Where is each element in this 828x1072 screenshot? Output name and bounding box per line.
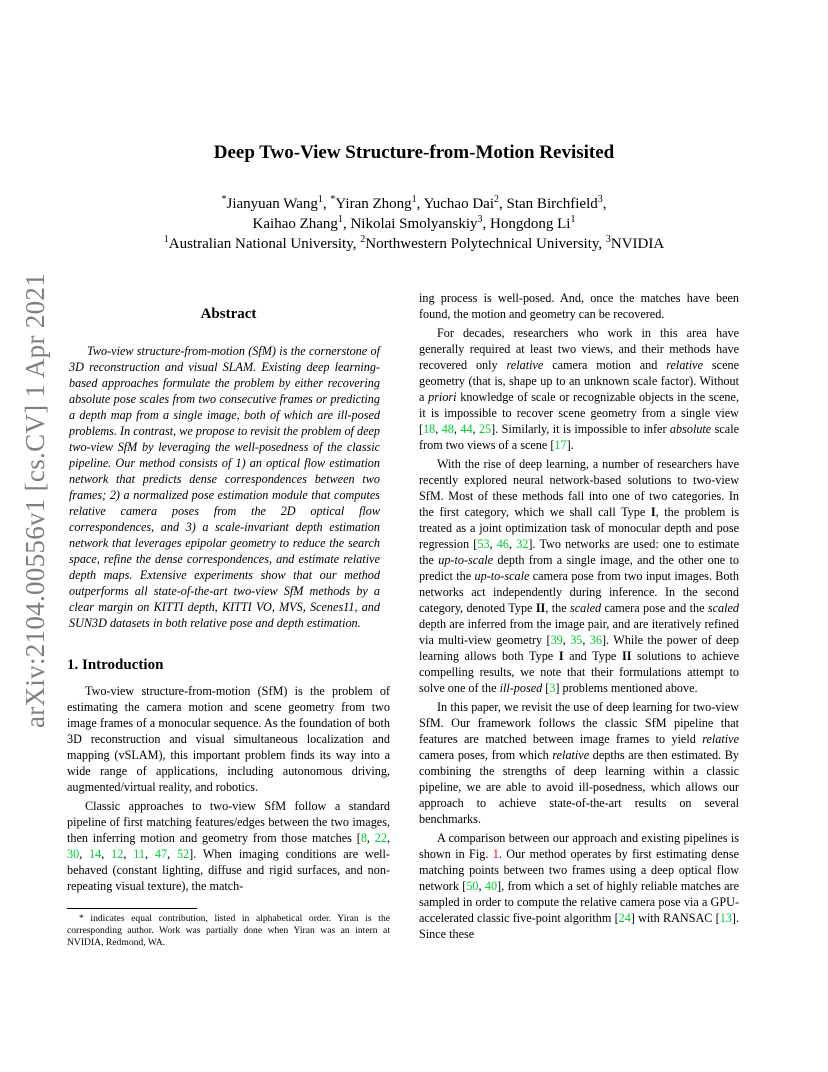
citation-link[interactable]: 47 — [154, 847, 168, 861]
text-run: Classic approaches to two-view SfM follow a standard pipeline of first matching features/edges between the two images, then inferring motion and geometry from those matches [ — [67, 799, 390, 845]
equal-contrib-mark: * — [330, 194, 336, 205]
emphasis: scaled — [707, 601, 739, 615]
affiliation-line: $^1$Australian National University, $^2$Northwestern Polytechnical University, $^3$NVIDIA — [163, 234, 665, 252]
text-run: camera motion and — [543, 358, 667, 372]
figure-ref-link[interactable]: 1 — [492, 847, 499, 861]
text-run: In this paper, we revisit the use of deep learning for two-view SfM. Our framework follows the classic SfM pipeline that features are matched between image frames to yield — [419, 700, 739, 746]
text-run: ]. Similarly, it is impossible to infer — [491, 422, 670, 436]
text-run: ], from which a set of highly reliable matches are sampled in order to compute the relative camera pose via a GPU-accelerated classic five-point algorithm [ — [419, 879, 739, 925]
author-line-1: *Jianyuan Wang$^1$, *Yiran Zhong$^1$, Yuchao Dai$^2$, Stan Birchfield$^3$, — [221, 194, 607, 212]
author-name: Stan Birchfield — [506, 196, 598, 212]
emphasis: ill-posed — [499, 681, 543, 695]
text-run: , the — [545, 601, 570, 615]
type-label: I — [558, 649, 564, 663]
text-run: [ — [542, 681, 550, 695]
affil-mark: 1 — [411, 194, 417, 205]
citation-link[interactable]: 8 — [360, 831, 367, 845]
emphasis: priori — [428, 390, 457, 404]
paragraph-comparison: A comparison between our approach and existing pipelines is shown in Fig. 1. Our method operates by first estimating dense matching points between two frames using a deep optical flow network [50, 40], from which a set of highly reliable matches are sampled in order to compute the relative camera pose via a GPU-accelerated classic five-point algorithm [24] with RANSAC [13]. Since these — [419, 831, 739, 941]
affil-mark: 3 — [597, 194, 603, 205]
citation-link[interactable]: 35 — [570, 633, 583, 647]
author-name: Yiran Zhong — [335, 196, 412, 212]
citation-link[interactable]: 44 — [460, 422, 473, 436]
citation-link[interactable]: 25 — [478, 422, 492, 436]
affil-mark: 3 — [477, 214, 483, 225]
text-run: For decades, researchers who work in this area have generally required at least two views, and their methods have recovered only — [419, 326, 739, 372]
affil-mark: 1 — [163, 234, 169, 245]
paragraph-continued: ing process is well-posed. And, once the matches have been found, the motion and geometry can be recovered. — [419, 291, 739, 321]
text-run: ] problems mentioned above. — [555, 681, 698, 695]
text-run: A comparison between our approach and existing pipelines is shown in Fig. — [419, 831, 739, 861]
author-name: Hongdong Li — [490, 216, 571, 232]
emphasis: relative — [702, 732, 739, 746]
citation-link[interactable]: 22 — [374, 831, 387, 845]
type-label: I — [650, 505, 656, 519]
citation-link[interactable]: 48 — [441, 422, 454, 436]
citation-link[interactable]: 53 — [477, 537, 490, 551]
section-heading-introduction: 1. Introduction — [67, 657, 164, 673]
citation-link[interactable]: 18 — [423, 422, 436, 436]
text-run: scale from two views of a scene [ — [419, 422, 739, 452]
emphasis: up-to-scale — [438, 553, 494, 567]
text-run: , the problem is treated as a joint optimization task of monocular depth and pose regression [ — [419, 505, 739, 551]
intro-paragraph-2: Classic approaches to two-view SfM follow a standard pipeline of first matching features/edges between the two images, then inferring motion and geometry from those matches [8, 22, 30, 14, 12, 11, 47, 52]. When imaging conditions are well-behaved (constant lighting, diffuse and rigid surfaces, and non-repeating visual texture), the match- — [67, 799, 390, 893]
citation-link[interactable]: 32 — [516, 537, 529, 551]
text-run: . Our method operates by first estimating dense matching points between two frames using a deep optical flow network [ — [419, 847, 739, 893]
citation-link[interactable]: 40 — [484, 879, 498, 893]
author-name: Yuchao Dai — [423, 196, 495, 212]
citation-link[interactable]: 24 — [618, 911, 631, 925]
text-run: scene geometry (that is, shape up to an unknown scale factor). Without a — [419, 358, 739, 404]
text-run: knowledge of scale or recognizable objects in the scene, it is impossible to recover scene geometry from a single view [ — [419, 390, 739, 436]
footnote-rule — [67, 908, 197, 909]
footnote: * indicates equal contribution, listed in alphabetical order. Yiran is the corresponding author. Work was partially done when Yiran was an intern at NVIDIA, Redmond, WA. — [67, 913, 390, 948]
text-run: depth are inferred from the image pair, and are iteratively refined via multi-view geometry [ — [419, 617, 739, 647]
citation-link[interactable]: 14 — [89, 847, 102, 861]
intro-paragraph-1: Two-view structure-from-motion (SfM) is the problem of estimating the camera motion and scene geometry from two image frames of a monocular sequence. As the foundation of both 3D reconstruction and visual simultaneous localization and mapping (vSLAM), this important problem finds its way into a wide range of applications, including autonomous driving, augmented/virtual reality, and robotics. — [67, 684, 390, 794]
citation-link[interactable]: 50 — [466, 879, 479, 893]
text-run: With the rise of deep learning, a number of researchers have recently explored neural network-based solutions to two-view SfM. Most of these methods fall into one of two categories. In the first category, which we shall call Type — [419, 457, 739, 519]
text-run: and Type — [563, 649, 622, 663]
text-run: camera pose from two input images. Both networks act independently during inference. In the second category, denoted Type — [419, 569, 740, 615]
affil-mark: 2 — [360, 234, 366, 245]
citation-link[interactable]: 46 — [496, 537, 509, 551]
paper-title: Deep Two-View Structure-from-Motion Revisited — [213, 142, 615, 163]
emphasis: absolute — [669, 422, 712, 436]
paragraph-decades: For decades, researchers who work in this area have generally required at least two views, and their methods have recovered only relative camera motion and relative scene geometry (that is, shape up to an unknown scale factor). Without a priori knowledge of scale or recognizable objects in the scene, it is impossible to recover scene geometry from a single view [18, 48, 44, 25]. Similarly, it is impossible to infer absolute scale from two views of a scene [17]. — [419, 326, 739, 452]
emphasis: up-to-scale — [474, 569, 530, 583]
author-name: Kaihao Zhang — [252, 216, 338, 232]
right-column — [419, 290, 739, 942]
emphasis: relative — [506, 358, 544, 372]
paragraph-deep-learning: With the rise of deep learning, a number of researchers have recently explored neural network-based solutions to two-view SfM. Most of these methods fall into one of two categories. In the first category, which we shall call Type I, the problem is treated as a joint optimization task of monocular depth and pose regression [53, 46, 32]. Two networks are used: one to estimate the up-to-scale depth from a single image, and the other one to predict the up-to-scale camera pose from two input images. Both networks act independently during inference. In the second category, denoted Type II, the scaled camera pose and the scaled depth are inferred from the image pair, and are iteratively refined via multi-view geometry [39, 35, 36]. While the power of deep learning allows both Type I and Type II solutions to achieve compelling results, we note that their formulations attempt to solve one of the ill-posed [3] problems mentioned above. — [419, 457, 740, 695]
author-line-2: Kaihao Zhang$^1$, Nikolai Smolyanskiy$^3$, Hongdong Li$^1$ — [252, 214, 576, 232]
text-run: ]. Since these — [419, 911, 739, 941]
citation-link[interactable]: 30 — [67, 847, 80, 861]
abstract-text: Two-view structure-from-motion (SfM) is the cornerstone of 3D reconstruction and visual SLAM. Existing deep learning-based approaches formulate the problem by either recovering absolute pose scales from two consecutive frames or predicting a depth map from a single image, both of which are ill-posed problems. In contrast, we propose to revisit the problem of deep two-view SfM by leveraging the well-posedness of the classic pipeline. Our method consists of 1) an optical flow estimation network that predicts dense correspondences between two frames; 2) a normalized pose estimation module that computes relative camera poses from the 2D optical flow correspondences, and 3) a scale-invariant depth estimation network that leverages epipolar geometry to reduce the search space, refine the dense correspondences, and estimate relative depth maps. Extensive experiments show that our method outperforms all state-of-the-art two-view SfM methods by a clear margin on KITTI depth, KITTI VO, MVS, Scenes11, and SUN3D datasets in both relative pose and depth estimation. — [69, 344, 380, 630]
citation-link[interactable]: 3 — [549, 681, 556, 695]
citation-link[interactable]: 39 — [550, 633, 563, 647]
arxiv-stamp — [8, 272, 64, 728]
type-label: II — [535, 601, 546, 615]
text-run: ]. Two networks are used: one to estimate the — [419, 537, 740, 567]
affil-mark: 2 — [494, 194, 500, 205]
citation-link[interactable]: 13 — [719, 911, 732, 925]
text-run: depths are then estimated. By combining the strengths of deep learning within a classic pipeline, we are able to avoid ill-posedness, which allows our approach to achieve state-of-the-art results on several benchmarks. — [419, 748, 740, 826]
affil-mark: 1 — [337, 214, 343, 225]
emphasis: relative — [552, 748, 590, 762]
arxiv-stamp-text: arXiv:2104.00556v1 [cs.CV] 1 Apr 2021 — [20, 272, 51, 728]
text-run: solutions to achieve compelling results, we note that their formulations attempt to solve one of the — [419, 649, 739, 695]
emphasis: scaled — [569, 601, 602, 615]
author-name: Nikolai Smolyanskiy — [350, 216, 478, 232]
affil-mark: 1 — [317, 194, 323, 205]
citation-link[interactable]: 11 — [133, 847, 145, 861]
text-run: ]. — [566, 438, 574, 452]
type-label: II — [621, 649, 632, 663]
paragraph-this-paper — [419, 699, 739, 827]
citation-link[interactable]: 17 — [554, 438, 567, 452]
left-column — [67, 300, 390, 949]
text-run: ] with RANSAC [ — [630, 911, 720, 925]
abstract-heading: Abstract — [200, 306, 257, 322]
text-run: ]. While the power of deep learning allows both Type — [419, 633, 740, 663]
equal-contrib-mark: * — [221, 194, 227, 205]
author-name: Jianyuan Wang — [226, 196, 318, 212]
text-run: ]. When imaging conditions are well-behaved (constant lighting, diffuse and rigid surfaces, and non-repeating visual texture), the match- — [67, 847, 390, 893]
citation-link[interactable]: 12 — [111, 847, 124, 861]
affil-mark: 3 — [605, 234, 611, 245]
text-run: camera pose and the — [601, 601, 708, 615]
citation-link[interactable]: 52 — [176, 847, 190, 861]
citation-link[interactable]: 36 — [589, 633, 602, 647]
affiliation-name: NVIDIA — [610, 236, 665, 252]
affiliation-name: Australian National University — [168, 236, 353, 252]
affiliation-name: Northwestern Polytechnical University — [365, 236, 599, 252]
emphasis: relative — [666, 358, 704, 372]
affil-mark: 1 — [570, 214, 576, 225]
text-run: depth from a single image, and the other one to predict the — [419, 553, 740, 583]
text-run: camera poses, from which — [419, 748, 553, 762]
